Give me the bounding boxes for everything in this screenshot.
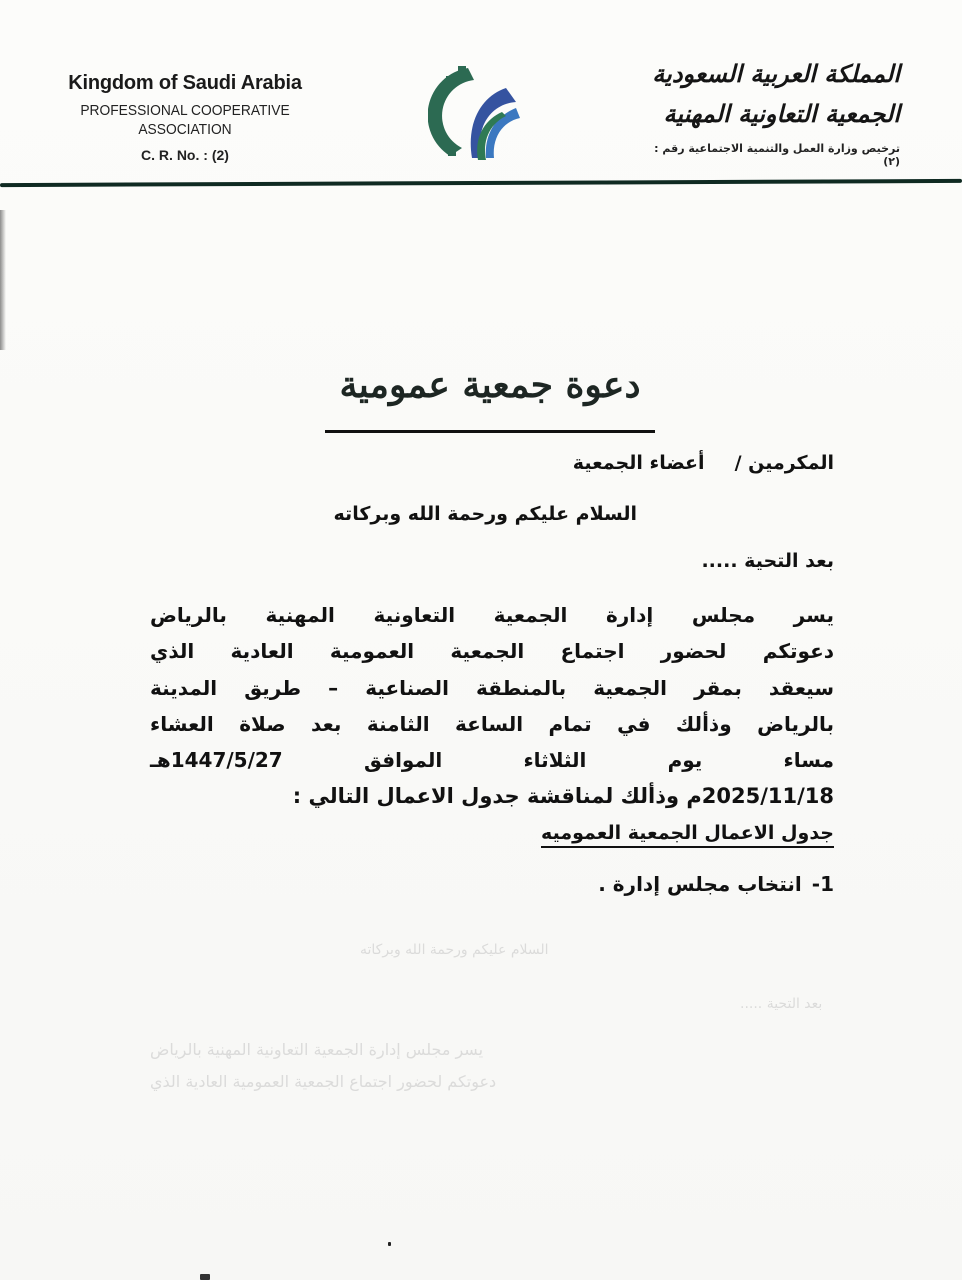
scan-speck (388, 1242, 391, 1246)
agenda-item (598, 872, 834, 896)
agenda-item-text: انتخاب مجلس إدارة . (598, 872, 802, 896)
after-greeting: بعد التحية ..... (701, 550, 834, 572)
license-number-ar: ترخيص وزارة العمل والتنمية الاجتماعية رقم : (٢) (654, 142, 900, 168)
greeting: السلام عليكم ورحمة الله وبركاته (333, 503, 637, 525)
addressee-name: أعضاء الجمعية (572, 452, 705, 474)
country-name-ar: المملكة العربية السعودية (652, 59, 900, 88)
body-line: سيعقد بمقر الجمعية بالمنطقة الصناعية – طريق المدينة (150, 675, 834, 700)
org-name-ar: الجمعية التعاونية المهنية (663, 99, 900, 128)
bleed-through-after: بعد التحية ..... (740, 996, 823, 1012)
body-line: يسر مجلس إدارة الجمعية التعاونية المهنية بالرياض (150, 603, 834, 627)
org-name-en-line1: PROFESSIONAL COOPERATIVE (80, 102, 290, 119)
scan-speck (200, 1274, 210, 1280)
body-line: 2025/11/18م وذألك لمناقشة جدول الاعمال التالي : (292, 784, 834, 809)
header-divider (0, 179, 962, 187)
cr-number: C. R. No. : (2) (141, 147, 229, 163)
document-title: دعوة جمعية عمومية (339, 364, 641, 406)
title-underline (325, 430, 655, 433)
addressee-label: المكرمين / (734, 452, 834, 474)
letterhead-arabic (640, 56, 900, 168)
country-name-en: Kingdom of Saudi Arabia (68, 72, 302, 94)
letterhead-english (40, 72, 330, 163)
agenda-heading: جدول الاعمال الجمعية العموميه (541, 822, 834, 848)
agenda-item-number: 1- (811, 872, 834, 896)
org-name-en-line2: ASSOCIATION (138, 121, 232, 138)
body-line: دعوتكم لحضور اجتماع الجمعية العمومية العادية الذي (150, 639, 834, 664)
addressee-line (573, 452, 834, 474)
invitation-body (150, 597, 834, 815)
body-line: مساء يوم الثلاثاء الموافق 1447/5/27هـ (150, 748, 834, 773)
bleed-through-line: دعوتكم لحضور اجتماع الجمعية العمومية العادية الذي (150, 1072, 497, 1091)
gear-arc-logo-icon (428, 60, 524, 164)
bleed-through-line: يسر مجلس إدارة الجمعية التعاونية المهنية بالرياض (150, 1040, 484, 1059)
bleed-through-greeting: السلام عليكم ورحمة الله وبركاته (360, 942, 549, 958)
scan-edge-shadow (0, 210, 6, 350)
body-line: بالرياض وذألك في تمام الساعة الثامنة بعد صلاة العشاء (150, 711, 834, 736)
